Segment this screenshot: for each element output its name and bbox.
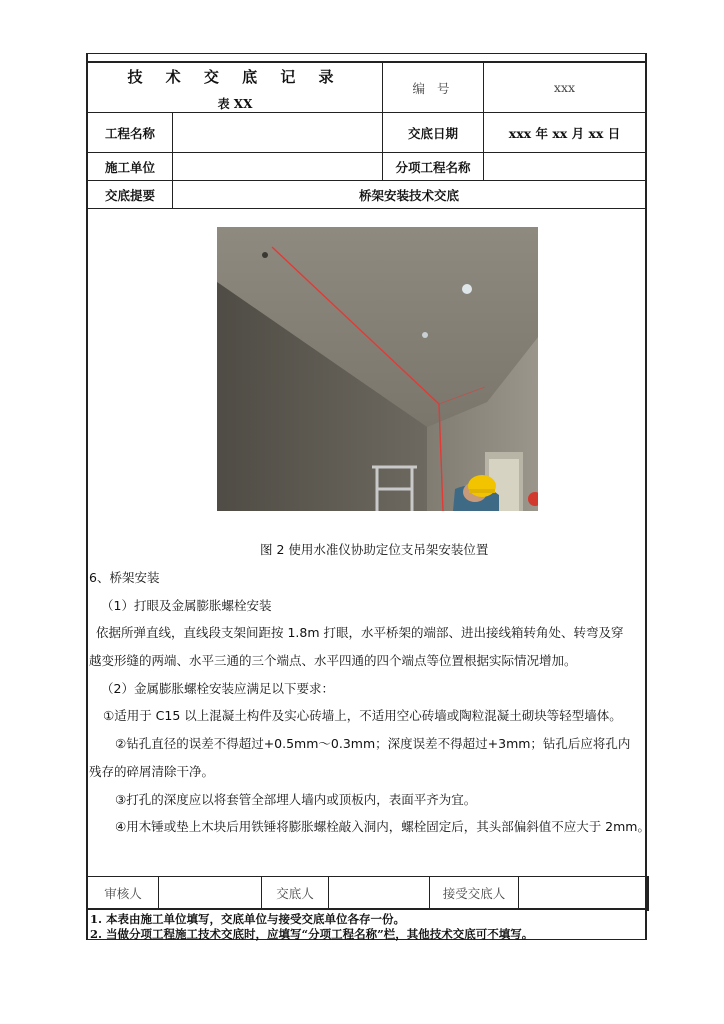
ceiling-opening [462, 284, 472, 294]
summary-value: 桥架安装技术交底 [358, 187, 459, 203]
requirement-3: ③打孔的深度应以将套管全部埋人墙内或顶板内，表面平齐为宜。 [115, 792, 477, 807]
receiver-signature[interactable] [519, 877, 645, 908]
sub-project-label: 分项工程名称 [395, 159, 471, 175]
figure-caption: 图 2 使用水准仪协助定位支吊架安装位置 [260, 542, 489, 557]
hard-hat [468, 475, 496, 497]
note-1: 1. 本表由施工单位填写，交底单位与接受交底单位各存一份。 [90, 912, 406, 926]
sub1-line1: 依据所弹直线，直线段支架间距按 1.8m 打眼，水平桥架的端部、进出接线箱转角处、转弯及穿 [96, 625, 624, 640]
number-value: xxx [553, 80, 576, 95]
project-name-value[interactable] [173, 113, 382, 152]
construction-unit-label: 施工单位 [104, 159, 155, 175]
project-name-label: 工程名称 [104, 125, 155, 141]
requirement-4: ④用木锤或垫上木块后用铁锤将膨胀螺栓敲入洞内，螺栓固定后，其头部偏斜值不应大于 2mm。 [115, 819, 650, 834]
construction-unit-value[interactable] [173, 153, 382, 180]
row-divider-4 [86, 208, 647, 209]
table-top-border [86, 53, 646, 54]
sub2-heading: （2）金属膨胀螺栓安装应满足以下要求： [101, 681, 334, 696]
form-number: 表 XX [217, 97, 253, 111]
discloser-signature[interactable] [329, 877, 429, 908]
table-right-border-outer [647, 876, 649, 911]
site-photo [217, 227, 538, 511]
requirement-1: ①适用于 C15 以上混凝土构件及实心砖墙上，不适用空心砖墙或陶粒混凝土砌块等轻型墙体。 [103, 708, 622, 723]
sub1-heading: （1）打眼及金属膨胀螺栓安装 [101, 598, 272, 613]
document-title: 技 术 交 底 记 录 [127, 68, 343, 86]
date-label: 交底日期 [407, 125, 458, 141]
requirement-2-line1: ②钻孔直径的误差不得超过+0.5mm～0.3mm；深度误差不得超过+3mm；钻孔后应将孔内 [115, 736, 631, 751]
discloser-label: 交底人 [276, 885, 314, 901]
requirement-2-line2: 残存的碎屑清除干净。 [89, 764, 215, 779]
sub1-line2: 越变形缝的两端、水平三通的三个端点、水平四通的四个端点等位置根据实际情况增加。 [89, 653, 577, 668]
section-heading: 6、桥架安装 [89, 570, 160, 585]
number-label: 编 号 [412, 80, 454, 96]
summary-label: 交底提要 [104, 187, 155, 203]
reviewer-signature[interactable] [159, 877, 261, 908]
note-2: 2. 当做分项工程施工技术交底时，应填写“分项工程名称”栏，其他技术交底可不填写。 [90, 927, 534, 941]
date-value[interactable]: xxx 年 xx 月 xx 日 [508, 125, 621, 141]
reviewer-label: 审核人 [104, 885, 142, 901]
sub-project-value[interactable] [484, 153, 645, 180]
receiver-label: 接受交底人 [442, 885, 506, 901]
table-right-border [645, 53, 647, 940]
row-divider-6 [86, 908, 649, 910]
